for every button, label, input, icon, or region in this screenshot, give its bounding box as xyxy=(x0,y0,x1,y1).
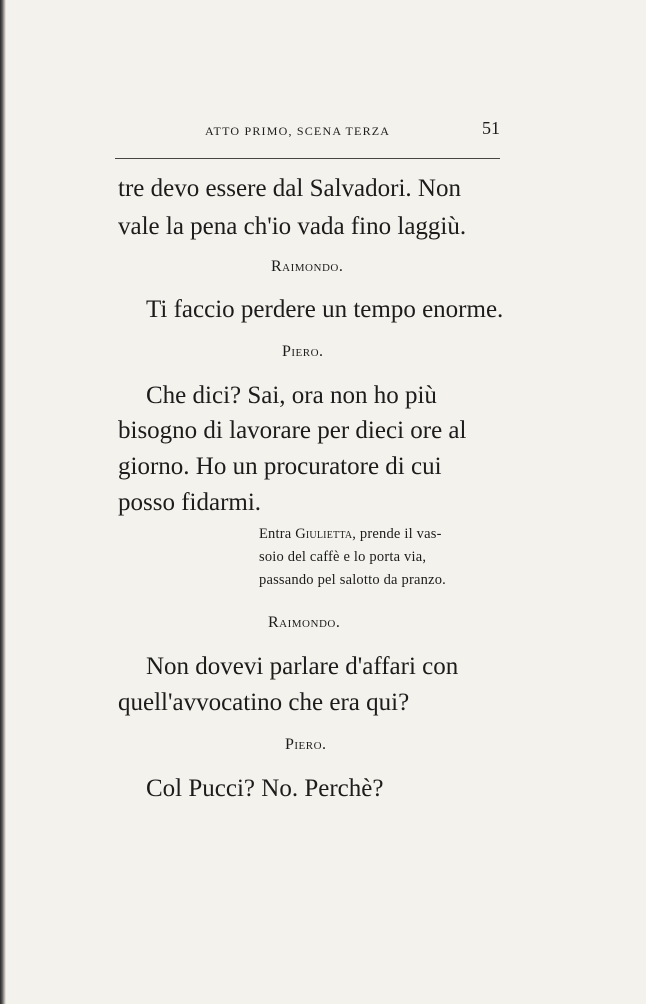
stage-direction-text: , prende il vas- xyxy=(352,526,442,542)
stage-direction-text: Entra xyxy=(259,526,296,542)
stage-direction-line xyxy=(259,526,442,543)
text-line: Col Pucci? No. Perchè? xyxy=(146,775,384,802)
text-line: quell'avvocatino che era qui? xyxy=(118,689,410,716)
text-line: vale la pena ch'io vada fino laggiù. xyxy=(118,213,467,240)
running-head: ATTO PRIMO, SCENA TERZA xyxy=(205,124,391,138)
speaker-name: Piero. xyxy=(285,736,327,753)
page-header xyxy=(115,118,500,142)
text-line: Ti faccio perdere un tempo enorme. xyxy=(146,296,504,323)
stage-direction-line: passando pel salotto da pranzo. xyxy=(259,572,446,588)
text-line: bisogno di lavorare per dieci ore al xyxy=(118,417,467,444)
stage-direction-line: soio del caffè e lo porta via, xyxy=(259,549,427,565)
character-name: Giulietta xyxy=(295,526,353,542)
text-line: Che dici? Sai, ora non ho più xyxy=(146,382,437,409)
text-line: posso fidarmi. xyxy=(118,489,262,516)
text-line: giorno. Ho un procuratore di cui xyxy=(118,453,442,480)
speaker-name: Raimondo. xyxy=(271,258,344,275)
page-number: 51 xyxy=(482,118,500,138)
header-rule xyxy=(115,158,500,159)
speaker-name: Piero. xyxy=(282,343,324,360)
text-line: Non dovevi parlare d'affari con xyxy=(146,653,459,680)
text-line: tre devo essere dal Salvadori. Non xyxy=(118,175,461,202)
page-edge-shadow xyxy=(0,0,6,1004)
speaker-name: Raimondo. xyxy=(268,614,341,631)
